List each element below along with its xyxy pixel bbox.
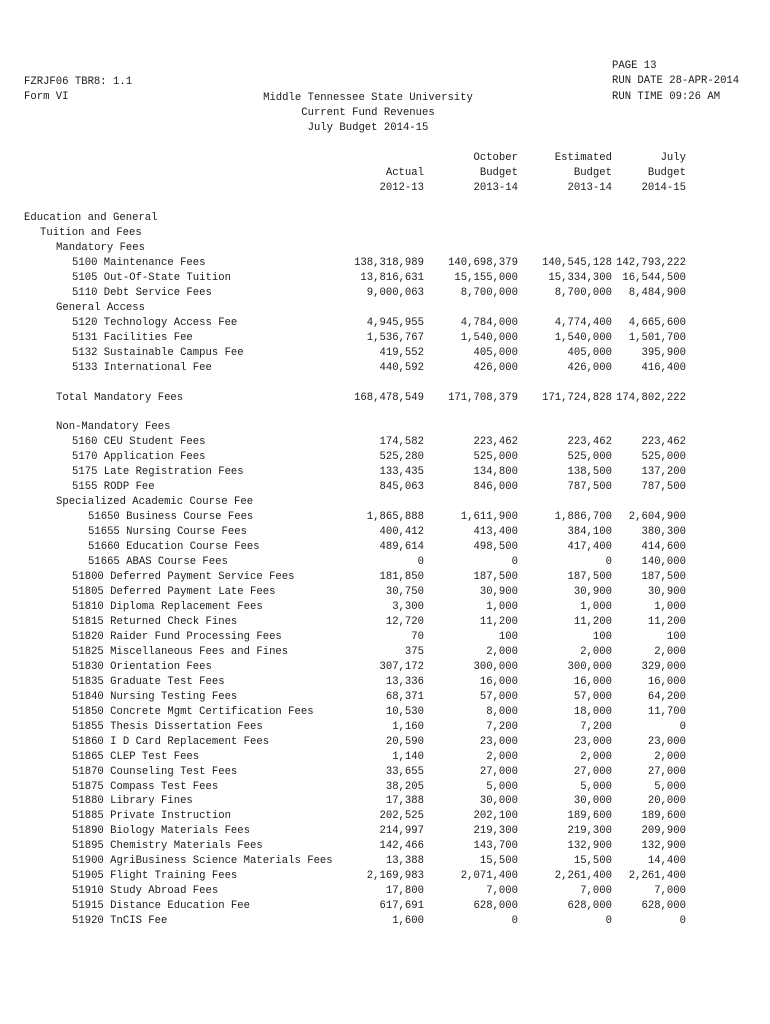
row-label: Tuition and Fees — [40, 227, 142, 239]
value-actual-2012-13: 2,169,983 — [366, 870, 424, 883]
row-label: 51915 Distance Education Fee — [72, 900, 251, 913]
value-actual-2012-13: 13,816,631 — [360, 271, 424, 284]
value-july-budget-2014-15: 137,200 — [641, 466, 686, 479]
col-october-l1: October — [473, 152, 518, 164]
row-label: 5100 Maintenance Fees — [72, 256, 206, 269]
row-label: 51860 I D Card Replacement Fees — [72, 735, 270, 748]
value-july-budget-2014-15: 189,600 — [641, 810, 686, 823]
value-estimated-budget-2013-14: 1,540,000 — [554, 331, 612, 344]
value-actual-2012-13: 0 — [417, 556, 424, 569]
value-july-budget-2014-15: 27,000 — [647, 765, 686, 778]
row-label: 51875 Compass Test Fees — [72, 780, 219, 793]
value-actual-2012-13: 10,530 — [385, 705, 424, 718]
value-july-budget-2014-15: 142,793,222 — [616, 256, 686, 269]
table-row — [0, 525, 770, 540]
value-estimated-budget-2013-14: 11,200 — [573, 615, 612, 628]
value-july-budget-2014-15: 223,462 — [641, 436, 686, 449]
value-july-budget-2014-15: 20,000 — [647, 795, 686, 808]
report-title-budget: July Budget 2014-15 — [307, 122, 429, 134]
table-row — [0, 450, 770, 465]
value-october-budget-2013-14: 143,700 — [473, 840, 518, 853]
page-number: PAGE 13 — [612, 60, 657, 72]
value-actual-2012-13: 845,063 — [379, 481, 424, 494]
value-actual-2012-13: 17,800 — [385, 885, 424, 898]
col-estimated-l2: Budget — [573, 167, 612, 179]
value-estimated-budget-2013-14: 525,000 — [567, 451, 612, 464]
value-october-budget-2013-14: 2,000 — [486, 750, 518, 763]
value-july-budget-2014-15: 395,900 — [641, 346, 686, 359]
value-actual-2012-13: 181,850 — [379, 571, 424, 583]
row-label: 51800 Deferred Payment Service Fees — [72, 571, 295, 583]
value-actual-2012-13: 489,614 — [379, 541, 424, 554]
value-actual-2012-13: 419,552 — [379, 346, 424, 359]
table-row — [0, 286, 770, 301]
row-label: 5110 Debt Service Fees — [72, 286, 212, 299]
value-october-budget-2013-14: 413,400 — [473, 526, 518, 539]
table-row — [0, 645, 770, 660]
value-october-budget-2013-14: 7,000 — [486, 885, 518, 898]
table-row — [0, 555, 770, 570]
value-estimated-budget-2013-14: 4,774,400 — [554, 316, 612, 329]
row-label: 51850 Concrete Mgmt Certification Fees — [72, 705, 314, 718]
value-july-budget-2014-15: 416,400 — [641, 361, 686, 374]
table-row — [0, 495, 770, 510]
table-row — [0, 420, 770, 435]
value-estimated-budget-2013-14: 417,400 — [567, 541, 612, 554]
value-estimated-budget-2013-14: 171,724,828 — [542, 391, 612, 404]
table-row — [0, 720, 770, 735]
value-actual-2012-13: 1,865,888 — [366, 511, 424, 524]
row-label: 51840 Nursing Testing Fees — [72, 690, 238, 703]
table-row — [0, 884, 770, 899]
blank-row — [0, 406, 770, 421]
value-actual-2012-13: 214,997 — [379, 825, 424, 838]
table-row — [0, 780, 770, 795]
table-row — [0, 675, 770, 690]
value-july-budget-2014-15: 0 — [679, 915, 686, 928]
value-estimated-budget-2013-14: 1,886,700 — [554, 511, 612, 524]
table-row — [0, 809, 770, 824]
value-actual-2012-13: 4,945,955 — [366, 316, 424, 329]
value-october-budget-2013-14: 7,200 — [486, 720, 518, 733]
value-actual-2012-13: 68,371 — [385, 690, 424, 703]
table-row — [0, 570, 770, 585]
value-estimated-budget-2013-14: 2,000 — [580, 750, 612, 763]
table-row — [0, 585, 770, 600]
value-estimated-budget-2013-14: 57,000 — [573, 690, 612, 703]
row-label: 5131 Facilities Fee — [72, 331, 193, 344]
value-estimated-budget-2013-14: 0 — [605, 915, 612, 928]
value-october-budget-2013-14: 202,100 — [473, 810, 518, 823]
value-estimated-budget-2013-14: 189,600 — [567, 810, 612, 823]
row-label: 5170 Application Fees — [72, 451, 206, 464]
value-estimated-budget-2013-14: 219,300 — [567, 825, 612, 838]
value-july-budget-2014-15: 525,000 — [641, 451, 686, 464]
table-row — [0, 346, 770, 361]
row-label: 51870 Counseling Test Fees — [72, 765, 238, 778]
value-estimated-budget-2013-14: 27,000 — [573, 765, 612, 778]
row-label: 51885 Private Instruction — [72, 810, 231, 823]
row-label: 51820 Raider Fund Processing Fees — [72, 630, 282, 643]
value-october-budget-2013-14: 1,540,000 — [460, 331, 518, 344]
value-estimated-budget-2013-14: 132,900 — [567, 840, 612, 853]
value-estimated-budget-2013-14: 628,000 — [567, 900, 612, 913]
table-row — [0, 391, 770, 406]
value-estimated-budget-2013-14: 5,000 — [580, 780, 612, 793]
value-actual-2012-13: 375 — [404, 645, 424, 658]
value-october-budget-2013-14: 300,000 — [473, 660, 518, 673]
row-label: 5160 CEU Student Fees — [72, 436, 206, 449]
value-october-budget-2013-14: 0 — [511, 915, 518, 928]
run-time: RUN TIME 09:26 AM — [612, 91, 721, 103]
row-label: 51910 Study Abroad Fees — [72, 885, 219, 898]
row-label: Mandatory Fees — [56, 241, 146, 254]
table-row — [0, 600, 770, 615]
value-estimated-budget-2013-14: 138,500 — [567, 466, 612, 479]
table-row — [0, 435, 770, 450]
col-october-l3: 2013-14 — [473, 182, 518, 194]
value-estimated-budget-2013-14: 23,000 — [573, 735, 612, 748]
table-row — [0, 465, 770, 480]
table-row — [0, 824, 770, 839]
col-october-l2: Budget — [479, 167, 518, 179]
value-actual-2012-13: 70 — [411, 630, 424, 643]
value-actual-2012-13: 133,435 — [379, 466, 424, 479]
value-october-budget-2013-14: 8,000 — [486, 705, 518, 718]
value-july-budget-2014-15: 329,000 — [641, 660, 686, 673]
value-actual-2012-13: 33,655 — [385, 765, 424, 778]
value-july-budget-2014-15: 1,501,700 — [628, 331, 686, 344]
table-row — [0, 615, 770, 630]
row-label: 51905 Flight Training Fees — [72, 870, 238, 883]
value-october-budget-2013-14: 171,708,379 — [448, 391, 518, 404]
value-actual-2012-13: 138,318,989 — [354, 256, 424, 269]
row-label: Non-Mandatory Fees — [56, 421, 171, 434]
value-july-budget-2014-15: 1,000 — [654, 601, 686, 613]
value-actual-2012-13: 168,478,549 — [354, 391, 424, 404]
col-july-l2: Budget — [647, 167, 686, 179]
value-october-budget-2013-14: 498,500 — [473, 541, 518, 554]
row-label: 5105 Out-Of-State Tuition — [72, 271, 231, 284]
value-october-budget-2013-14: 16,000 — [479, 675, 518, 688]
value-estimated-budget-2013-14: 426,000 — [567, 361, 612, 374]
value-october-budget-2013-14: 4,784,000 — [460, 316, 518, 329]
value-estimated-budget-2013-14: 2,261,400 — [554, 870, 612, 883]
value-estimated-budget-2013-14: 300,000 — [567, 660, 612, 673]
value-october-budget-2013-14: 8,700,000 — [460, 286, 518, 299]
row-label: 51650 Business Course Fees — [88, 511, 254, 524]
col-actual-l3: 2012-13 — [379, 182, 424, 194]
value-july-budget-2014-15: 2,000 — [654, 750, 686, 763]
value-estimated-budget-2013-14: 15,500 — [573, 855, 612, 868]
col-july-l3: 2014-15 — [641, 182, 686, 194]
row-label: 51895 Chemistry Materials Fees — [72, 840, 263, 853]
row-label: 51880 Library Fines — [72, 795, 193, 808]
value-july-budget-2014-15: 4,665,600 — [628, 316, 686, 329]
value-october-budget-2013-14: 5,000 — [486, 780, 518, 793]
table-row — [0, 750, 770, 765]
value-october-budget-2013-14: 30,900 — [479, 586, 518, 598]
table-row — [0, 211, 770, 226]
value-estimated-budget-2013-14: 7,200 — [580, 720, 612, 733]
table-row — [0, 480, 770, 495]
table-row — [0, 331, 770, 346]
row-label: 5133 International Fee — [72, 361, 212, 374]
value-actual-2012-13: 202,525 — [379, 810, 424, 823]
table-row — [0, 256, 770, 271]
value-estimated-budget-2013-14: 15,334,300 — [548, 271, 612, 284]
row-label: 51920 TnCIS Fee — [72, 915, 168, 928]
table-row — [0, 660, 770, 675]
row-label: 51865 CLEP Test Fees — [72, 750, 200, 763]
row-label: 51900 AgriBusiness Science Materials Fees — [72, 855, 333, 868]
value-july-budget-2014-15: 2,261,400 — [628, 870, 686, 883]
table-row — [0, 794, 770, 809]
table-row — [0, 241, 770, 256]
value-actual-2012-13: 13,336 — [385, 675, 424, 688]
value-actual-2012-13: 1,140 — [392, 750, 424, 763]
table-row — [0, 869, 770, 884]
value-actual-2012-13: 20,590 — [385, 735, 424, 748]
value-october-budget-2013-14: 57,000 — [479, 690, 518, 703]
value-october-budget-2013-14: 1,000 — [486, 601, 518, 613]
value-july-budget-2014-15: 100 — [666, 630, 686, 643]
table-row — [0, 854, 770, 869]
column-header-line-3 — [0, 181, 770, 196]
value-estimated-budget-2013-14: 8,700,000 — [554, 286, 612, 299]
value-july-budget-2014-15: 2,604,900 — [628, 511, 686, 524]
column-header-line-1 — [0, 151, 770, 166]
row-label: 51655 Nursing Course Fees — [88, 526, 247, 539]
table-row — [0, 271, 770, 286]
value-july-budget-2014-15: 8,484,900 — [628, 286, 686, 299]
value-actual-2012-13: 3,300 — [392, 601, 424, 613]
row-label: 51815 Returned Check Fines — [72, 615, 238, 628]
blank-row — [0, 376, 770, 391]
value-actual-2012-13: 38,205 — [385, 780, 424, 793]
value-july-budget-2014-15: 140,000 — [641, 556, 686, 569]
table-row — [0, 226, 770, 241]
table-row — [0, 899, 770, 914]
value-estimated-budget-2013-14: 30,900 — [573, 586, 612, 598]
row-label: 5155 RODP Fee — [72, 481, 155, 494]
value-estimated-budget-2013-14: 0 — [605, 556, 612, 569]
value-october-budget-2013-14: 2,000 — [486, 645, 518, 658]
row-label: 51665 ABAS Course Fees — [88, 556, 228, 569]
row-label: 5175 Late Registration Fees — [72, 466, 244, 479]
value-actual-2012-13: 440,592 — [379, 361, 424, 374]
report-id: FZRJF06 TBR8: 1.1 — [24, 76, 133, 88]
value-actual-2012-13: 12,720 — [385, 615, 424, 628]
value-july-budget-2014-15: 14,400 — [647, 855, 686, 868]
table-row — [0, 765, 770, 780]
table-row — [0, 705, 770, 720]
value-estimated-budget-2013-14: 223,462 — [567, 436, 612, 449]
value-october-budget-2013-14: 11,200 — [479, 615, 518, 628]
row-label: 5132 Sustainable Campus Fee — [72, 346, 244, 359]
value-july-budget-2014-15: 209,900 — [641, 825, 686, 838]
value-july-budget-2014-15: 16,000 — [647, 675, 686, 688]
value-actual-2012-13: 1,160 — [392, 720, 424, 733]
value-october-budget-2013-14: 30,000 — [479, 795, 518, 808]
value-october-budget-2013-14: 100 — [498, 630, 518, 643]
value-july-budget-2014-15: 16,544,500 — [622, 271, 686, 284]
value-july-budget-2014-15: 380,300 — [641, 526, 686, 539]
row-label: 51810 Diploma Replacement Fees — [72, 601, 263, 613]
report-title-institution: Middle Tennessee State University — [263, 92, 473, 104]
value-estimated-budget-2013-14: 405,000 — [567, 346, 612, 359]
value-actual-2012-13: 142,466 — [379, 840, 424, 853]
value-actual-2012-13: 30,750 — [385, 586, 424, 598]
table-row — [0, 839, 770, 854]
value-july-budget-2014-15: 11,700 — [647, 705, 686, 718]
row-label: Education and General — [24, 212, 158, 224]
row-label: 51660 Education Course Fees — [88, 541, 260, 554]
value-october-budget-2013-14: 1,611,900 — [460, 511, 518, 524]
value-october-budget-2013-14: 187,500 — [473, 571, 518, 583]
row-label: 51805 Deferred Payment Late Fees — [72, 586, 276, 598]
value-october-budget-2013-14: 27,000 — [479, 765, 518, 778]
value-october-budget-2013-14: 223,462 — [473, 436, 518, 449]
value-estimated-budget-2013-14: 187,500 — [567, 571, 612, 583]
report-title-fund: Current Fund Revenues — [301, 107, 435, 119]
value-october-budget-2013-14: 219,300 — [473, 825, 518, 838]
value-july-budget-2014-15: 5,000 — [654, 780, 686, 793]
value-october-budget-2013-14: 0 — [511, 556, 518, 569]
value-october-budget-2013-14: 405,000 — [473, 346, 518, 359]
table-row — [0, 690, 770, 705]
col-actual-l2: Actual — [385, 167, 424, 179]
value-estimated-budget-2013-14: 30,000 — [573, 795, 612, 808]
value-october-budget-2013-14: 846,000 — [473, 481, 518, 494]
value-actual-2012-13: 17,388 — [385, 795, 424, 808]
run-date: RUN DATE 28-APR-2014 — [612, 75, 740, 87]
value-july-budget-2014-15: 0 — [679, 720, 686, 733]
row-label: Specialized Academic Course Fee — [56, 496, 254, 509]
value-october-budget-2013-14: 140,698,379 — [448, 256, 518, 269]
value-july-budget-2014-15: 2,000 — [654, 645, 686, 658]
row-label: 5120 Technology Access Fee — [72, 316, 238, 329]
value-july-budget-2014-15: 174,802,222 — [616, 391, 686, 404]
col-july-l1: July — [660, 152, 686, 164]
table-row — [0, 914, 770, 929]
value-july-budget-2014-15: 30,900 — [647, 586, 686, 598]
value-estimated-budget-2013-14: 384,100 — [567, 526, 612, 539]
value-actual-2012-13: 525,280 — [379, 451, 424, 464]
value-estimated-budget-2013-14: 7,000 — [580, 885, 612, 898]
value-estimated-budget-2013-14: 2,000 — [580, 645, 612, 658]
row-label: 51830 Orientation Fees — [72, 660, 212, 673]
col-estimated-l1: Estimated — [554, 152, 612, 164]
table-row — [0, 316, 770, 331]
row-label: General Access — [56, 301, 146, 314]
value-estimated-budget-2013-14: 100 — [592, 630, 612, 643]
table-row — [0, 735, 770, 750]
table-row — [0, 630, 770, 645]
value-october-budget-2013-14: 2,071,400 — [460, 870, 518, 883]
value-july-budget-2014-15: 187,500 — [641, 571, 686, 583]
value-actual-2012-13: 9,000,063 — [366, 286, 424, 299]
value-july-budget-2014-15: 414,600 — [641, 541, 686, 554]
column-header-line-2 — [0, 166, 770, 181]
value-actual-2012-13: 617,691 — [379, 900, 424, 913]
row-label: 51825 Miscellaneous Fees and Fines — [72, 645, 289, 658]
value-actual-2012-13: 174,582 — [379, 436, 424, 449]
value-october-budget-2013-14: 525,000 — [473, 451, 518, 464]
value-actual-2012-13: 307,172 — [379, 660, 424, 673]
value-october-budget-2013-14: 15,500 — [479, 855, 518, 868]
row-label: 51835 Graduate Test Fees — [72, 675, 225, 688]
value-estimated-budget-2013-14: 140,545,128 — [542, 256, 612, 269]
value-july-budget-2014-15: 64,200 — [647, 690, 686, 703]
value-actual-2012-13: 13,388 — [385, 855, 424, 868]
row-label: 51855 Thesis Dissertation Fees — [72, 720, 263, 733]
row-label: 51890 Biology Materials Fees — [72, 825, 251, 838]
value-july-budget-2014-15: 23,000 — [647, 735, 686, 748]
value-october-budget-2013-14: 628,000 — [473, 900, 518, 913]
table-row — [0, 301, 770, 316]
value-actual-2012-13: 1,600 — [392, 915, 424, 928]
value-july-budget-2014-15: 628,000 — [641, 900, 686, 913]
value-october-budget-2013-14: 134,800 — [473, 466, 518, 479]
value-july-budget-2014-15: 787,500 — [641, 481, 686, 494]
table-row — [0, 510, 770, 525]
value-october-budget-2013-14: 426,000 — [473, 361, 518, 374]
value-october-budget-2013-14: 15,155,000 — [454, 271, 518, 284]
value-estimated-budget-2013-14: 1,000 — [580, 601, 612, 613]
table-row — [0, 540, 770, 555]
row-label: Total Mandatory Fees — [56, 391, 184, 404]
value-july-budget-2014-15: 11,200 — [647, 615, 686, 628]
value-october-budget-2013-14: 23,000 — [479, 735, 518, 748]
value-actual-2012-13: 1,536,767 — [366, 331, 424, 344]
form-label: Form VI — [24, 91, 69, 103]
value-estimated-budget-2013-14: 18,000 — [573, 705, 612, 718]
value-july-budget-2014-15: 7,000 — [654, 885, 686, 898]
value-july-budget-2014-15: 132,900 — [641, 840, 686, 853]
col-estimated-l3: 2013-14 — [567, 182, 612, 194]
value-actual-2012-13: 400,412 — [379, 526, 424, 539]
table-row — [0, 361, 770, 376]
value-estimated-budget-2013-14: 16,000 — [573, 675, 612, 688]
value-estimated-budget-2013-14: 787,500 — [567, 481, 612, 494]
